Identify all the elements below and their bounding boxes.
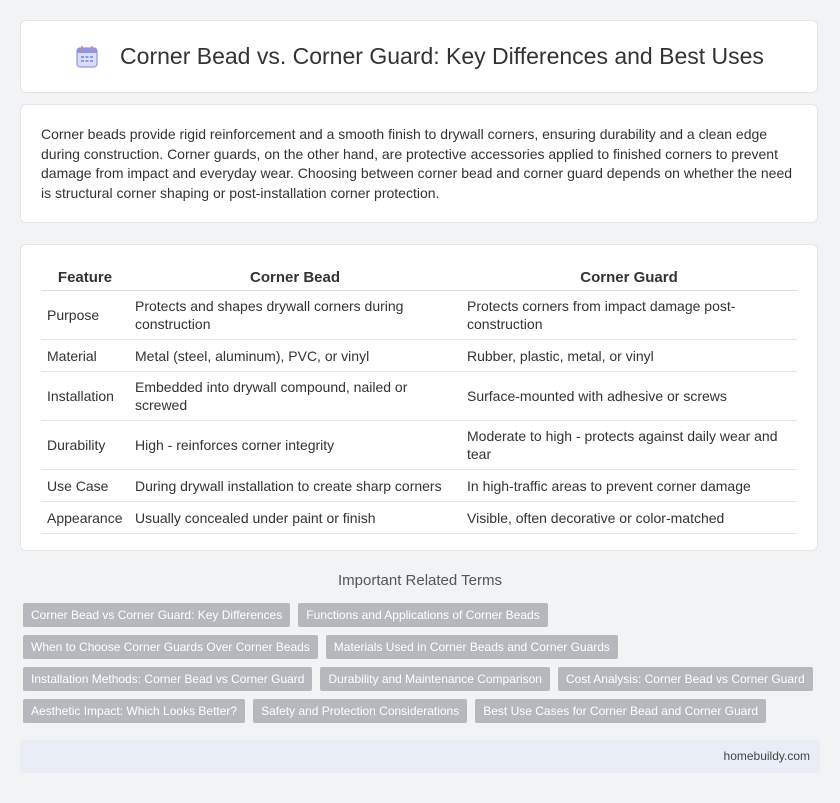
corner-bead-cell: Embedded into drywall compound, nailed or screwed	[129, 372, 461, 421]
header-feature: Feature	[41, 265, 129, 291]
comparison-table-card	[20, 244, 818, 551]
term-tag[interactable]: Functions and Applications of Corner Beads	[298, 603, 547, 627]
corner-bead-cell: Usually concealed under paint or finish	[129, 502, 461, 534]
table-row	[41, 291, 797, 340]
term-tag[interactable]: Aesthetic Impact: Which Looks Better?	[23, 699, 245, 723]
feature-cell: Use Case	[41, 470, 129, 502]
feature-cell: Material	[41, 340, 129, 372]
table-row	[41, 502, 797, 534]
corner-bead-cell: Metal (steel, aluminum), PVC, or vinyl	[129, 340, 461, 372]
term-tag[interactable]: When to Choose Corner Guards Over Corner Beads	[23, 635, 318, 659]
table-header-row	[41, 265, 797, 291]
header-corner-bead: Corner Bead	[129, 265, 461, 291]
corner-bead-cell: During drywall installation to create sharp corners	[129, 470, 461, 502]
term-tag[interactable]: Safety and Protection Considerations	[253, 699, 467, 723]
feature-cell: Purpose	[41, 291, 129, 340]
term-tag[interactable]: Installation Methods: Corner Bead vs Corner Guard	[23, 667, 312, 691]
term-tag[interactable]: Durability and Maintenance Comparison	[320, 667, 549, 691]
related-terms-title: Important Related Terms	[338, 572, 502, 589]
footer	[20, 740, 820, 773]
feature-cell: Durability	[41, 421, 129, 470]
corner-guard-cell: In high-traffic areas to prevent corner damage	[461, 470, 797, 502]
page-title: Corner Bead vs. Corner Guard: Key Differences and Best Uses	[120, 43, 764, 69]
comparison-table	[41, 265, 797, 534]
corner-guard-cell: Visible, often decorative or color-matched	[461, 502, 797, 534]
term-tag[interactable]: Corner Bead vs Corner Guard: Key Differences	[23, 603, 290, 627]
calendar-icon	[74, 44, 100, 70]
feature-cell: Installation	[41, 372, 129, 421]
corner-bead-cell: Protects and shapes drywall corners during construction	[129, 291, 461, 340]
corner-guard-cell: Surface-mounted with adhesive or screws	[461, 372, 797, 421]
table-row	[41, 470, 797, 502]
table-row	[41, 421, 797, 470]
corner-guard-cell: Moderate to high - protects against daily wear and tear	[461, 421, 797, 470]
term-tag[interactable]: Materials Used in Corner Beads and Corner Guards	[326, 635, 618, 659]
intro-text: Corner beads provide rigid reinforcement and a smooth finish to drywall corners, ensuring durability and a clean edge during construction. Corner guards, on the other hand, are protective accessories applied to finished corners to prevent damage from impact and everyday wear. Choosing between corner bead and corner guard depends on whether the need is structural corner shaping or post-installation corner protection.	[41, 126, 793, 201]
table-row	[41, 372, 797, 421]
corner-guard-cell: Protects corners from impact damage post-construction	[461, 291, 797, 340]
table-row	[41, 340, 797, 372]
footer-site[interactable]: homebuildy.com	[723, 749, 810, 763]
corner-bead-cell: High - reinforces corner integrity	[129, 421, 461, 470]
intro-card	[20, 104, 818, 223]
corner-guard-cell: Rubber, plastic, metal, or vinyl	[461, 340, 797, 372]
header-card	[20, 20, 818, 93]
related-terms-list	[23, 603, 823, 723]
term-tag[interactable]: Best Use Cases for Corner Bead and Corner Guard	[475, 699, 766, 723]
header-corner-guard: Corner Guard	[461, 265, 797, 291]
feature-cell: Appearance	[41, 502, 129, 534]
term-tag[interactable]: Cost Analysis: Corner Bead vs Corner Guard	[558, 667, 813, 691]
